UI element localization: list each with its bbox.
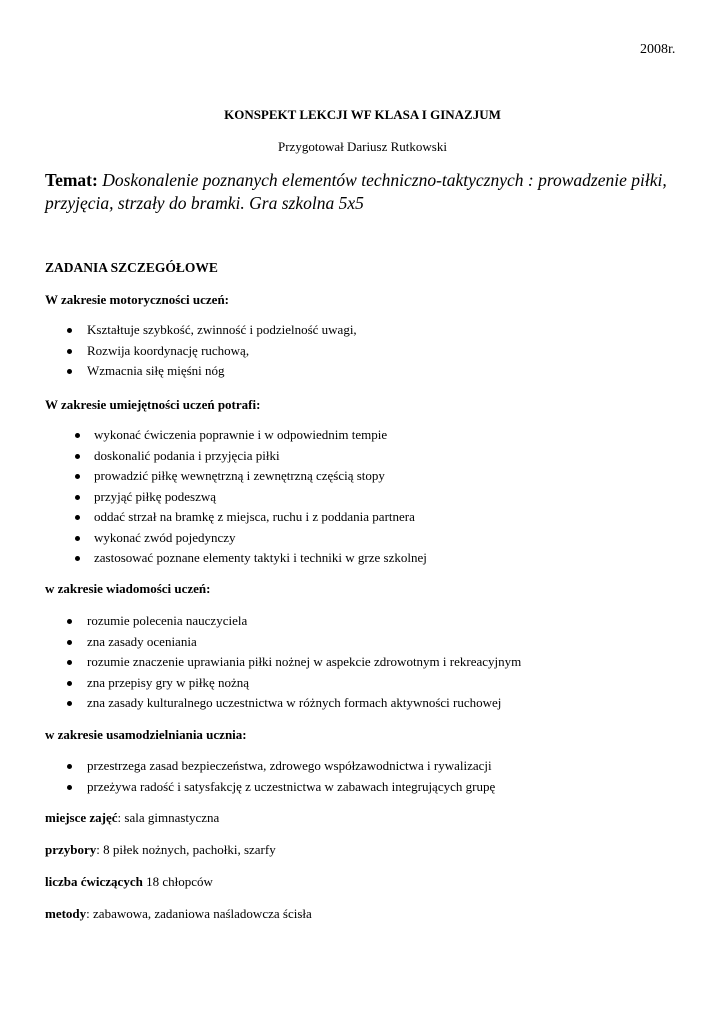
section-independence-heading: w zakresie usamodzielniania ucznia: [45,727,247,742]
document-title: KONSPEKT LEKCJI WF KLASA I GINAZJUM [224,107,501,122]
bullet-icon [67,619,72,624]
detail-participants: liczba ćwiczących 18 chłopców [45,874,213,889]
bullet-icon [75,556,80,561]
bullet-icon [75,474,80,479]
bullet-icon [67,785,72,790]
bullet-icon [67,349,72,354]
list-item: Wzmacnia siłę mięśni nóg [67,361,357,382]
bullet-icon [67,640,72,645]
list-item: rozumie polecenia nauczyciela [67,611,521,632]
detail-methods: metody: zabawowa, zadaniowa naśladowcza ścisła [45,906,312,921]
lesson-topic [45,169,695,215]
bullet-icon [75,454,80,459]
document-date: 2008r. [640,42,676,57]
list-item: przeżywa radość i satysfakcję z uczestnictwa w zabawach integrujących grupę [67,777,495,798]
list-item: przestrzega zasad bezpieczeństwa, zdrowego współzawodnictwa i rywalizacji [67,756,495,777]
bullet-icon [67,681,72,686]
list-item: prowadzić piłkę wewnętrzną i zewnętrzną częścią stopy [75,466,427,487]
list-item: wykonać zwód pojedynczy [75,528,427,549]
bullet-icon [75,515,80,520]
list-item: zna zasady oceniania [67,632,521,653]
tasks-heading: ZADANIA SZCZEGÓŁOWE [45,260,218,275]
topic-text: Doskonalenie poznanych elementów techniczno-taktycznych : prowadzenie piłki, przyjęcia, strzały do bramki. Gra szkolna 5x5 [45,170,667,213]
section-knowledge-heading: w zakresie wiadomości uczeń: [45,581,211,596]
list-item: zna przepisy gry w piłkę nożną [67,673,521,694]
section-knowledge-list [67,611,521,714]
list-item: rozumie znaczenie uprawiania piłki nożnej w aspekcie zdrowotnym i rekreacyjnym [67,652,521,673]
bullet-icon [67,701,72,706]
bullet-icon [67,328,72,333]
section-independence-list [67,756,495,797]
list-item: przyjąć piłkę podeszwą [75,487,427,508]
section-motor-list [67,320,357,382]
detail-place: miejsce zajęć: sala gimnastyczna [45,810,220,825]
bullet-icon [67,764,72,769]
section-skills-list [75,425,427,569]
bullet-icon [67,660,72,665]
list-item: doskonalić podania i przyjęcia piłki [75,446,427,467]
list-item: zna zasady kulturalnego uczestnictwa w różnych formach aktywności ruchowej [67,693,521,714]
list-item: Kształtuje szybkość, zwinność i podzielność uwagi, [67,320,357,341]
document-author: Przygotował Dariusz Rutkowski [278,139,447,154]
detail-equipment: przybory: 8 piłek nożnych, pachołki, szarfy [45,842,276,857]
bullet-icon [75,433,80,438]
section-skills-heading: W zakresie umiejętności uczeń potrafi: [45,397,261,412]
list-item: Rozwija koordynację ruchową, [67,341,357,362]
list-item: oddać strzał na bramkę z miejsca, ruchu i z poddania partnera [75,507,427,528]
bullet-icon [67,369,72,374]
section-motor-heading: W zakresie motoryczności uczeń: [45,292,229,307]
bullet-icon [75,495,80,500]
list-item: zastosować poznane elementy taktyki i techniki w grze szkolnej [75,548,427,569]
list-item: wykonać ćwiczenia poprawnie i w odpowiednim tempie [75,425,427,446]
bullet-icon [75,536,80,541]
topic-label: Temat: [45,170,98,190]
